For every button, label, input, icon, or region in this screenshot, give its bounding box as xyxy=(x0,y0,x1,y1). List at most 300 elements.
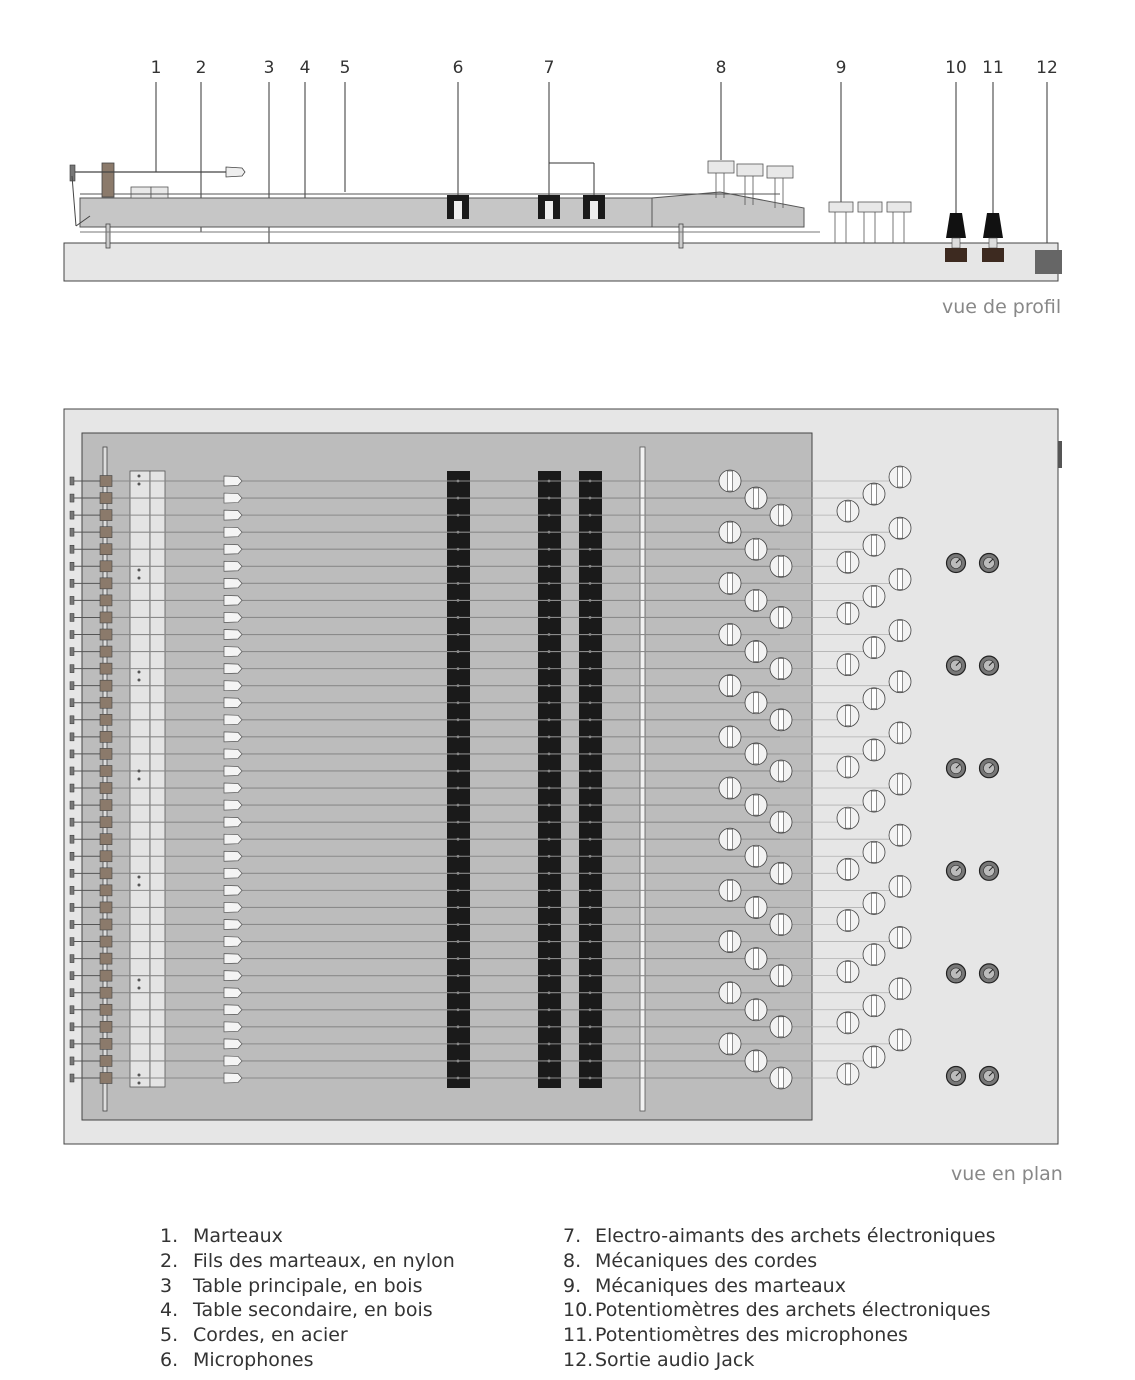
legend-item xyxy=(160,1224,455,1249)
pole-dot xyxy=(548,889,551,892)
pole-dot xyxy=(589,1060,592,1063)
block-dot xyxy=(138,679,141,682)
pole-dot xyxy=(589,1008,592,1011)
hammer-mechanic-key xyxy=(898,518,903,538)
pole-dot xyxy=(548,1042,551,1045)
hammer-rod-end xyxy=(70,784,74,792)
hammer-rod-end xyxy=(70,818,74,826)
string-mechanic-key xyxy=(779,556,784,576)
profile-view xyxy=(64,58,1062,281)
callout-6: 6 xyxy=(452,58,464,78)
callout-2: 2 xyxy=(195,58,207,78)
pole-dot xyxy=(548,821,551,824)
hammer-mechanic-key xyxy=(846,1013,851,1033)
pole-dot xyxy=(548,684,551,687)
legend-item xyxy=(563,1249,995,1274)
hammer xyxy=(100,578,112,589)
hammer-tip xyxy=(224,988,242,998)
hammer-tip xyxy=(224,595,242,605)
pole-dot xyxy=(589,991,592,994)
hammer-rod-end xyxy=(70,477,74,485)
legend-item xyxy=(563,1323,995,1348)
callout-10: 10 xyxy=(945,58,967,78)
hammer xyxy=(100,987,112,998)
legend-number: 10. xyxy=(563,1299,594,1322)
hammer-mechanic-key xyxy=(846,706,851,726)
pole-dot xyxy=(548,650,551,653)
string-mechanic-key xyxy=(779,914,784,934)
pole-dot xyxy=(548,872,551,875)
block-dot xyxy=(138,979,141,982)
hammer xyxy=(100,612,112,623)
hammer xyxy=(100,680,112,691)
pole-dot xyxy=(589,667,592,670)
pole-dot xyxy=(457,548,460,551)
string-mechanic-key xyxy=(754,1051,759,1071)
hammer-mechanic-key xyxy=(846,910,851,930)
string-mechanic-key xyxy=(728,983,733,1003)
pole-dot xyxy=(548,582,551,585)
hammer-rod-end xyxy=(70,1023,74,1031)
hammer-rod-end xyxy=(70,579,74,587)
pole-dot xyxy=(548,701,551,704)
string-mechanic-key xyxy=(754,744,759,764)
pole-dot xyxy=(457,1077,460,1080)
hammer-mechanic-key xyxy=(898,876,903,896)
hammer-rod-end xyxy=(70,750,74,758)
pole-dot xyxy=(457,633,460,636)
hammer-rod-end xyxy=(70,528,74,536)
legend-text: Mécaniques des cordes xyxy=(595,1249,818,1272)
string-mechanic-key xyxy=(779,505,784,525)
hammer-mechanic-key xyxy=(846,603,851,623)
hammer-tip xyxy=(224,527,242,537)
pole-dot xyxy=(548,616,551,619)
hammer xyxy=(100,783,112,794)
pole-dot xyxy=(457,1008,460,1011)
callout-12: 12 xyxy=(1036,58,1058,78)
pole-dot xyxy=(589,531,592,534)
legend-item xyxy=(563,1224,995,1249)
pole-dot xyxy=(457,872,460,875)
pole-dot xyxy=(457,599,460,602)
legend-text: Microphones xyxy=(193,1348,314,1371)
hammer-tip xyxy=(224,1056,242,1066)
legend-item xyxy=(160,1298,455,1323)
hammer-rod-end xyxy=(70,716,74,724)
legend-number: 9. xyxy=(563,1274,582,1297)
microphone-profile xyxy=(447,195,469,219)
hammer xyxy=(100,595,112,606)
hammer xyxy=(100,902,112,913)
hammer-mechanic-key xyxy=(872,996,877,1016)
pole-dot xyxy=(548,1060,551,1063)
leader-lines xyxy=(156,82,1047,262)
hammer xyxy=(100,885,112,896)
legend-item xyxy=(563,1274,995,1299)
hammer-mechanic-key xyxy=(872,638,877,658)
pole-dot xyxy=(548,787,551,790)
pole-dot xyxy=(457,957,460,960)
hammer-rod-end xyxy=(70,955,74,963)
hammer xyxy=(100,800,112,811)
hammer xyxy=(100,731,112,742)
hammer-tip xyxy=(224,800,242,810)
pole-dot xyxy=(457,582,460,585)
block-dot xyxy=(138,577,141,580)
hammer-mechanic-key xyxy=(846,757,851,777)
pole-dot xyxy=(457,753,460,756)
bridge-bar xyxy=(640,447,645,1111)
pole-dot xyxy=(589,974,592,977)
hammer-mechanic-key xyxy=(898,1030,903,1050)
hammer-mechanic-key xyxy=(846,962,851,982)
legend-number: 12. xyxy=(563,1348,594,1371)
pole-dot xyxy=(457,923,460,926)
block-dot xyxy=(138,778,141,781)
hammer-tip xyxy=(224,698,242,708)
pole-dot xyxy=(589,548,592,551)
hammer-rod-end xyxy=(70,835,74,843)
pole-dot xyxy=(457,1042,460,1045)
plan-view-caption: vue en plan xyxy=(951,1163,1063,1185)
pole-dot xyxy=(457,906,460,909)
legend-item xyxy=(160,1249,455,1274)
hammer-tip xyxy=(224,749,242,759)
hammer-rod-end xyxy=(70,613,74,621)
jack-output-profile xyxy=(1035,250,1062,274)
hammer-mechanic-key xyxy=(898,825,903,845)
callout-9: 9 xyxy=(835,58,847,78)
pole-dot xyxy=(457,940,460,943)
pole-dot xyxy=(457,684,460,687)
string-mechanic-key xyxy=(779,1017,784,1037)
hammer-tip xyxy=(224,630,242,640)
hammer-profile xyxy=(102,163,114,197)
legend-text: Table principale, en bois xyxy=(193,1274,423,1297)
legend-text: Potentiomètres des archets électroniques xyxy=(595,1299,991,1322)
legend-number: 11. xyxy=(563,1324,594,1347)
block-dot xyxy=(138,671,141,674)
string-mechanic-key xyxy=(754,539,759,559)
magnet-profile xyxy=(538,195,560,219)
legend-number: 7. xyxy=(563,1225,582,1247)
pole-dot xyxy=(548,923,551,926)
hammer-tip xyxy=(224,1022,242,1032)
pole-dot xyxy=(457,974,460,977)
string-mechanic-key xyxy=(728,829,733,849)
plan-view xyxy=(64,409,1062,1144)
hammer-mechanic-key xyxy=(898,979,903,999)
pole-dot xyxy=(589,701,592,704)
string-mechanic-key xyxy=(779,966,784,986)
hammer-mechanics-profile xyxy=(829,202,911,243)
pole-dot xyxy=(548,855,551,858)
callout-3: 3 xyxy=(263,58,275,78)
string-mechanic-key xyxy=(728,522,733,542)
pole-dot xyxy=(548,753,551,756)
block-dot xyxy=(138,1082,141,1085)
pole-dot xyxy=(457,1025,460,1028)
legend-number: 3 xyxy=(160,1274,173,1297)
pole-dot xyxy=(548,1008,551,1011)
legend-text: Potentiomètres des microphones xyxy=(595,1324,908,1347)
hammer-mechanic-key xyxy=(872,535,877,555)
pole-dot xyxy=(457,821,460,824)
pole-dot xyxy=(548,497,551,500)
pole-dot xyxy=(589,684,592,687)
pole-dot xyxy=(589,889,592,892)
string-mechanic-key xyxy=(779,863,784,883)
hammer-mechanic-key xyxy=(872,893,877,913)
pole-dot xyxy=(589,872,592,875)
pole-dot xyxy=(589,616,592,619)
pole-dot xyxy=(548,770,551,773)
bow-potentiometer-profile xyxy=(945,213,967,262)
callout-1: 1 xyxy=(150,58,162,78)
hammer-mechanic-key xyxy=(872,945,877,965)
pole-dot xyxy=(457,991,460,994)
hammer-tip xyxy=(224,885,242,895)
main-table-profile xyxy=(64,243,1058,281)
hammer-block-column xyxy=(150,471,165,1087)
hammer-tip xyxy=(224,612,242,622)
hammer-tip xyxy=(224,1039,242,1049)
pole-dot xyxy=(548,804,551,807)
hammer-rod-end xyxy=(70,511,74,519)
legend-number: 6. xyxy=(160,1348,179,1371)
block-dot xyxy=(138,987,141,990)
hammer xyxy=(100,697,112,708)
hammer xyxy=(100,834,112,845)
pole-dot xyxy=(589,753,592,756)
pole-dot xyxy=(457,787,460,790)
hammer-mechanic-key xyxy=(898,467,903,487)
string-mechanic-key xyxy=(754,693,759,713)
hammer-rod-end xyxy=(70,596,74,604)
hammer-mechanic-key xyxy=(872,791,877,811)
hammer xyxy=(100,510,112,521)
secondary-table-profile xyxy=(80,198,652,227)
legend-text: Sortie audio Jack xyxy=(595,1348,755,1371)
hammer-tip xyxy=(224,578,242,588)
legend-number: 4. xyxy=(160,1299,179,1322)
hammer-mechanic-key xyxy=(846,552,851,572)
hammer-rod-end xyxy=(70,545,74,553)
hammer-mechanic-key xyxy=(846,808,851,828)
string-mechanic-key xyxy=(779,761,784,781)
hammer-rod-end xyxy=(70,1074,74,1082)
hammer-mechanic-key xyxy=(872,1047,877,1067)
hammer-rod-end xyxy=(70,801,74,809)
hammer-tip xyxy=(224,766,242,776)
string-mechanic-key xyxy=(728,778,733,798)
legend-text: Table secondaire, en bois xyxy=(193,1299,433,1322)
block-dot xyxy=(138,475,141,478)
hammer-rod-end xyxy=(70,852,74,860)
pole-dot xyxy=(589,718,592,721)
hammer-mechanic-key xyxy=(898,672,903,692)
hammer-tip xyxy=(224,647,242,657)
hammer xyxy=(100,544,112,555)
pole-dot xyxy=(457,770,460,773)
hammer-rod-end xyxy=(70,920,74,928)
magnet-bar xyxy=(538,471,561,1088)
hammer xyxy=(100,1038,112,1049)
legend-text: Electro-aimants des archets électroniques xyxy=(595,1225,996,1247)
pole-dot xyxy=(548,991,551,994)
jack-output-plan xyxy=(1058,441,1062,468)
string-mechanic-key xyxy=(754,642,759,662)
pole-dot xyxy=(589,582,592,585)
hammer xyxy=(100,748,112,759)
pole-dot xyxy=(589,821,592,824)
pole-dot xyxy=(589,497,592,500)
hammer-mechanic-key xyxy=(898,928,903,948)
string-mechanic-key xyxy=(728,1034,733,1054)
legend-text: Fils des marteaux, en nylon xyxy=(193,1249,455,1272)
hammer-rod-end xyxy=(70,1006,74,1014)
hammer xyxy=(100,1055,112,1066)
string-mechanic-key xyxy=(728,932,733,952)
block-dot xyxy=(138,1074,141,1077)
hammer-tip xyxy=(224,902,242,912)
hammer-tip xyxy=(224,681,242,691)
pole-dot xyxy=(589,650,592,653)
pole-dot xyxy=(548,906,551,909)
hammer-tip xyxy=(224,971,242,981)
hammer-block xyxy=(151,187,168,198)
hammer-mechanic-key xyxy=(846,501,851,521)
legend-left xyxy=(160,1224,455,1373)
legend-text: Marteaux xyxy=(193,1225,283,1247)
hammer-mechanic-key xyxy=(872,842,877,862)
pole-dot xyxy=(457,497,460,500)
legend-text: Mécaniques des marteaux xyxy=(595,1274,846,1297)
hammer-block xyxy=(131,187,151,198)
pole-dot xyxy=(548,957,551,960)
pole-dot xyxy=(548,599,551,602)
pole-dot xyxy=(457,838,460,841)
string-mechanic-key xyxy=(779,1068,784,1088)
pole-dot xyxy=(589,1025,592,1028)
pole-dot xyxy=(548,838,551,841)
hammer-rod-end xyxy=(70,494,74,502)
hammer xyxy=(100,663,112,674)
hammer xyxy=(100,851,112,862)
pole-dot xyxy=(548,735,551,738)
hammer-rod-end xyxy=(70,648,74,656)
pole-dot xyxy=(457,650,460,653)
hammer-rod-end xyxy=(70,1057,74,1065)
string-mechanic-key xyxy=(779,659,784,679)
hammer xyxy=(100,561,112,572)
hammer-tip xyxy=(224,715,242,725)
pole-dot xyxy=(589,770,592,773)
profile-view-caption: vue de profil xyxy=(942,296,1062,318)
pole-dot xyxy=(589,804,592,807)
pole-dot xyxy=(548,667,551,670)
pole-dot xyxy=(589,855,592,858)
support-peg xyxy=(679,224,683,248)
pole-dot xyxy=(457,667,460,670)
hammer-tip xyxy=(224,868,242,878)
legend-item xyxy=(160,1348,455,1373)
hammer-rod-end xyxy=(70,767,74,775)
pole-dot xyxy=(457,480,460,483)
hammer-rod-end xyxy=(70,938,74,946)
hammer-rod-end xyxy=(70,1040,74,1048)
block-dot xyxy=(138,483,141,486)
hammer xyxy=(100,714,112,725)
pole-dot xyxy=(457,735,460,738)
hammer-tip xyxy=(224,476,242,486)
hammer-tip xyxy=(224,851,242,861)
hammer-tip xyxy=(224,783,242,793)
string-mechanic-key xyxy=(728,471,733,491)
hammer-rod-end xyxy=(70,699,74,707)
hammer-mechanic-key xyxy=(898,774,903,794)
hammer-tip xyxy=(224,561,242,571)
string-mechanic-key xyxy=(728,573,733,593)
hammer-tip xyxy=(224,954,242,964)
pole-dot xyxy=(548,974,551,977)
hammer xyxy=(100,629,112,640)
hammer-rod-end xyxy=(70,733,74,741)
hammer-mechanic-key xyxy=(898,621,903,641)
string-mechanic-key xyxy=(779,710,784,730)
secondary-table-slope xyxy=(652,192,804,227)
hammer xyxy=(100,970,112,981)
hammer xyxy=(100,919,112,930)
hammer-tip xyxy=(224,493,242,503)
hammer xyxy=(100,646,112,657)
pole-dot xyxy=(457,616,460,619)
block-dot xyxy=(138,876,141,879)
string-mechanic-key xyxy=(754,949,759,969)
callout-11: 11 xyxy=(982,58,1004,78)
hammer xyxy=(100,493,112,504)
hammer-rod-end xyxy=(70,886,74,894)
string-mechanic-key xyxy=(754,590,759,610)
string-mechanic-key xyxy=(754,846,759,866)
pole-dot xyxy=(589,565,592,568)
legend-item xyxy=(160,1323,455,1348)
hammer-tip xyxy=(224,1073,242,1083)
hammer-rod-end xyxy=(70,989,74,997)
hammer-mechanic-key xyxy=(872,689,877,709)
hammer xyxy=(100,1021,112,1032)
pole-dot xyxy=(589,514,592,517)
pole-dot xyxy=(589,633,592,636)
hammer xyxy=(100,868,112,879)
callout-4: 4 xyxy=(299,58,311,78)
pole-dot xyxy=(589,906,592,909)
hammer-tip xyxy=(224,937,242,947)
block-dot xyxy=(138,770,141,773)
pole-dot xyxy=(548,480,551,483)
hammer-tip xyxy=(224,834,242,844)
magnet-profile xyxy=(583,195,605,219)
legend-item xyxy=(563,1348,995,1373)
string-mechanic-key xyxy=(728,727,733,747)
string-mechanic-key xyxy=(754,897,759,917)
hammer-rod-end xyxy=(70,682,74,690)
pole-dot xyxy=(457,1060,460,1063)
string-mechanic-key xyxy=(779,607,784,627)
callout-7: 7 xyxy=(543,58,555,78)
pole-dot xyxy=(589,940,592,943)
